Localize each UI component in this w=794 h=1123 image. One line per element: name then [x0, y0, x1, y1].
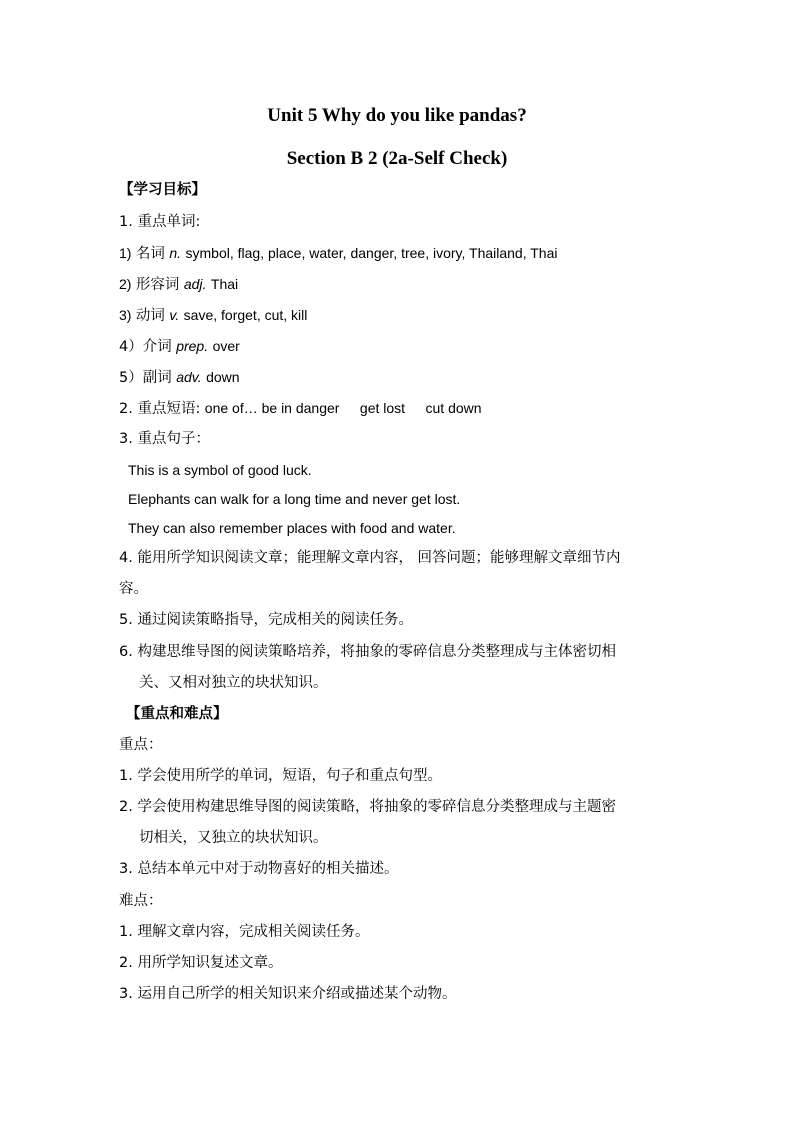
key-sentence-2: Elephants can walk for a long time and never get lost.: [128, 491, 461, 507]
goals-heading: 【学习目标】: [119, 182, 206, 198]
goals-item-4-line-2: 容。: [119, 581, 148, 597]
goals-item-6-line-1: 6. 构建思维导图的阅读策略培养，将抽象的零碎信息分类整理成与主体密切相: [119, 644, 616, 660]
goals-item-2: 2. 重点短语: one of… be in danger get lost cut down: [119, 400, 482, 417]
goals-item-3: 3. 重点句子：: [119, 431, 210, 447]
goals-item-6-line-2: 关、又相对独立的块状知识。: [139, 675, 328, 691]
goals-item-1: 1. 重点单词:: [119, 214, 201, 230]
difficulty-item-1: 1. 理解文章内容，完成相关阅读任务。: [119, 924, 370, 940]
goals-item-4-line-1: 4. 能用所学知识阅读文章；能理解文章内容， 回答问题；能够理解文章细节内: [119, 550, 621, 566]
section-title: Section B 2 (2a-Self Check): [286, 148, 508, 169]
vocab-line-adjectives: 2) 形容词 adj. Thai: [119, 276, 239, 293]
key-item-3: 3. 总结本单元中对于动物喜好的相关描述。: [119, 861, 399, 877]
key-sentence-3: They can also remember places with food and water.: [128, 520, 456, 536]
key-item-2-line-2: 切相关，又独立的块状知识。: [139, 830, 328, 846]
keypoints-heading: 【重点和难点】: [126, 706, 228, 722]
unit-title: Unit 5 Why do you like pandas?: [267, 105, 527, 126]
vocab-line-nouns: 1) 名词 n. symbol, flag, place, water, danger, tree, ivory, Thailand, Thai: [119, 245, 558, 262]
key-sentence-1: This is a symbol of good luck.: [128, 462, 312, 478]
vocab-line-prepositions: 4）介词 prep. over: [119, 338, 240, 355]
key-label: 重点：: [119, 737, 163, 753]
difficulty-label: 难点：: [119, 893, 163, 909]
difficulty-item-3: 3. 运用自己所学的相关知识来介绍或描述某个动物。: [119, 986, 457, 1002]
goals-item-5: 5. 通过阅读策略指导，完成相关的阅读任务。: [119, 612, 413, 628]
key-item-2-line-1: 2. 学会使用构建思维导图的阅读策略，将抽象的零碎信息分类整理成与主题密: [119, 799, 616, 815]
vocab-line-verbs: 3) 动词 v. save, forget, cut, kill: [119, 307, 308, 324]
key-item-1: 1. 学会使用所学的单词，短语，句子和重点句型。: [119, 768, 442, 784]
vocab-line-adverbs: 5）副词 adv. down: [119, 369, 240, 386]
difficulty-item-2: 2. 用所学知识复述文章。: [119, 955, 283, 971]
